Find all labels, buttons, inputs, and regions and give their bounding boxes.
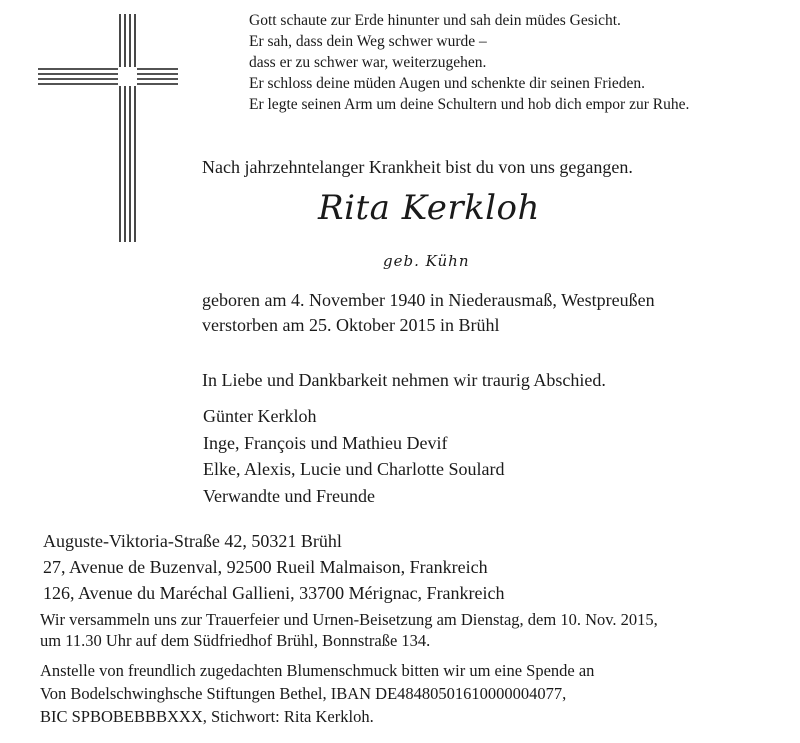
donation-line: BIC SPBOBEBBBXXX, Stichwort: Rita Kerkloh. <box>40 707 374 726</box>
donation-line: Anstelle von freundlich zugedachten Blumenschmuck bitten wir um eine Spende an <box>40 661 595 680</box>
poem <box>249 10 789 115</box>
birth-line: geboren am 4. November 1940 in Niederausmaß, Westpreußen <box>202 290 655 310</box>
address-line: 126, Avenue du Maréchal Gallieni, 33700 Mérignac, Frankreich <box>43 583 505 603</box>
donation-info <box>40 659 594 728</box>
mourner: Elke, Alexis, Lucie und Charlotte Soulard <box>203 459 505 479</box>
maiden-name: geb. Kühn <box>383 252 470 270</box>
mourners-list <box>203 403 504 509</box>
poem-line: Er legte seinen Arm um deine Schultern und hob dich empor zur Ruhe. <box>249 96 690 113</box>
poem-line: dass er zu schwer war, weiterzugehen. <box>249 54 487 71</box>
service-line: um 11.30 Uhr auf dem Südfriedhof Brühl, Bonnstraße 134. <box>40 631 431 650</box>
cross-icon <box>38 14 178 242</box>
service-line: Wir versammeln uns zur Trauerfeier und Urnen-Beisetzung am Dienstag, dem 10. Nov. 2015, <box>40 610 658 629</box>
donation-line: Von Bodelschwinghsche Stiftungen Bethel, IBAN DE48480501610000004077, <box>40 684 567 703</box>
poem-line: Er schloss deine müden Augen und schenkte dir seinen Frieden. <box>249 75 646 92</box>
mourner: Inge, François und Mathieu Devif <box>203 432 448 453</box>
poem-line: Gott schaute zur Erde hinunter und sah dein müdes Gesicht. <box>249 12 621 29</box>
addresses <box>43 528 505 606</box>
service-info <box>40 609 658 651</box>
death-line: verstorben am 25. Oktober 2015 in Brühl <box>202 315 500 335</box>
address-line: Auguste-Viktoria-Straße 42, 50321 Brühl <box>43 531 342 551</box>
deceased-name: Rita Kerkloh <box>318 188 540 228</box>
mourner: Günter Kerkloh <box>203 406 317 426</box>
life-dates <box>202 288 655 338</box>
address-line: 27, Avenue de Buzenval, 92500 Rueil Malmaison, Frankreich <box>43 557 488 577</box>
poem-line: Er sah, dass dein Weg schwer wurde – <box>249 33 487 50</box>
intro-text: Nach jahrzehntelanger Krankheit bist du von uns gegangen. <box>202 157 633 177</box>
farewell-text: In Liebe und Dankbarkeit nehmen wir traurig Abschied. <box>202 370 606 390</box>
mourner: Verwandte und Freunde <box>203 485 375 506</box>
